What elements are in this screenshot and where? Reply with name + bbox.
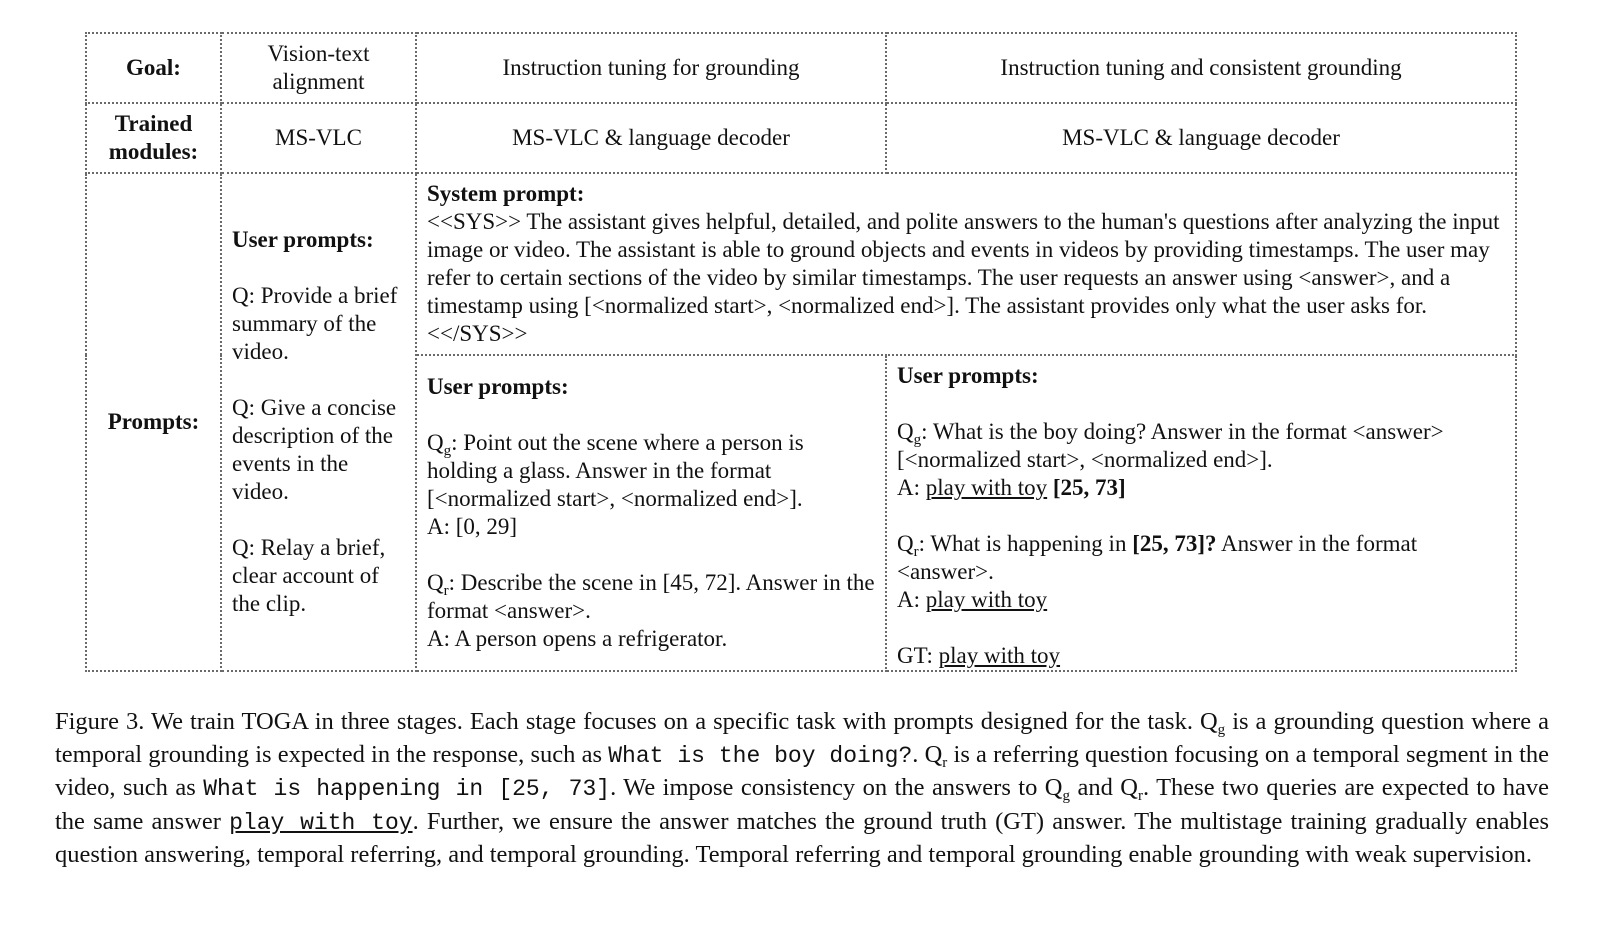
stage2-prompts-cell: [416, 355, 886, 671]
system-prompt-heading: System prompt:: [427, 181, 585, 206]
stage3-grounding-question: $Q_g$: What is the boy doing? Answer in the format <answer> [<normalized start>, <normalized end>].: [897, 419, 1444, 472]
goal-stage1: Vision-text alignment: [221, 33, 416, 103]
stage1-prompts-cell: [221, 173, 416, 671]
stage3-referring-question: $Q_r$: What is happening in [25, 73]? Answer in the format <answer>.: [897, 531, 1418, 584]
stage1-question-2: Q: Give a concise description of the events in the video.: [232, 395, 397, 504]
goal-label: Goal:: [86, 33, 221, 103]
figure-caption: Figure 3. We train TOGA in three stages. Each stage focuses on a specific task with prompts designed for the task. $Q_g$ is a grounding question where a temporal grounding is expected in the response, such as What is the boy doing?. $Q_r$ is a referring question focusing on a temporal segment in the video, such as What is happening in [25, 73]. We impose consistency on the answers to $Q_g$ and $Q_r$. These two queries are expected to have the same answer play with toy. Further, we ensure the answer matches the ground truth (GT) answer. The multistage training gradually enables question answering, temporal referring, and temporal grounding. Temporal referring and temporal grounding enable grounding with weak supervision.: [55, 708, 1550, 868]
stage3-prompts-cell: [886, 355, 1516, 671]
stage1-question-3: Q: Relay a brief, clear account of the clip.: [232, 535, 386, 616]
stage1-user-prompts-heading: User prompts:: [232, 227, 374, 252]
trained-stage1: MS-VLC: [221, 103, 416, 173]
caption-code-example-1: What is the boy doing?: [608, 742, 913, 769]
caption-code-example-2: What is happening in [25, 73]: [203, 776, 611, 802]
goal-stage2: Instruction tuning for grounding: [416, 33, 886, 103]
goal-row: [86, 33, 1516, 103]
system-prompt-cell: [416, 173, 1516, 355]
trained-modules-row: [86, 103, 1516, 173]
stage2-referring-question: $Q_r$: Describe the scene in [45, 72]. Answer in the format <answer>.: [427, 570, 875, 623]
stage3-ground-truth: GT: play with toy: [897, 643, 1061, 668]
trained-modules-label: Trained modules:: [86, 103, 221, 173]
system-prompt-text: <<SYS>> The assistant gives helpful, detailed, and polite answers to the human's questions after analyzing the input image or video. The assistant is able to ground objects and events in videos by providing timestamps. The user may refer to certain sections of the video by similar timestamps. The user requests an answer using <answer>, and a timestamp using [<normalized start>, <normalized end>]. The assistant provides only what the user asks for. <</SYS>>: [427, 209, 1500, 346]
trained-stage3: MS-VLC & language decoder: [886, 103, 1516, 173]
trained-stage2: MS-VLC & language decoder: [416, 103, 886, 173]
stage2-user-prompts-heading: User prompts:: [427, 374, 569, 399]
stage2-referring-answer: A: A person opens a refrigerator.: [427, 626, 728, 651]
prompts-label: Prompts:: [86, 173, 221, 671]
caption-code-example-3: play with toy: [229, 809, 413, 836]
stage3-referring-answer: A: play with toy: [897, 587, 1048, 612]
stages-table: [85, 32, 1517, 672]
stage3-user-prompts-heading: User prompts:: [897, 363, 1039, 388]
prompts-row: [86, 173, 1516, 355]
goal-stage3: Instruction tuning and consistent grounding: [886, 33, 1516, 103]
stage2-grounding-answer: A: [0, 29]: [427, 514, 518, 539]
stage3-grounding-answer: A: play with toy [25, 73]: [897, 475, 1126, 500]
stage2-grounding-question: $Q_g$: Point out the scene where a person is holding a glass. Answer in the format [<normalized start>, <normalized end>].: [427, 430, 804, 511]
stage1-question-1: Q: Provide a brief summary of the video.: [232, 283, 398, 364]
